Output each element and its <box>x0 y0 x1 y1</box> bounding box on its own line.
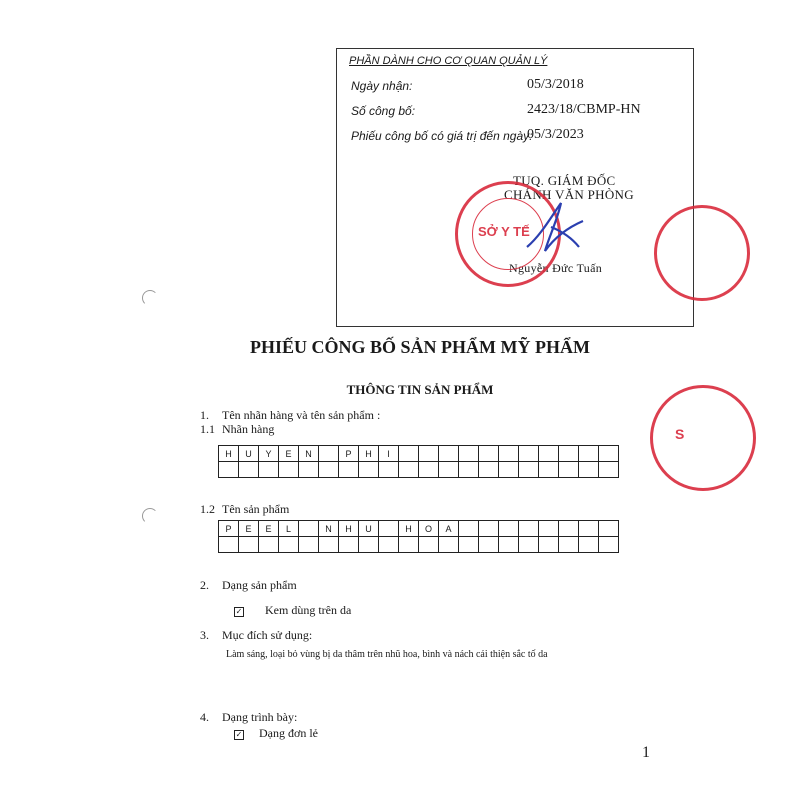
punch-hole-mark <box>142 508 158 524</box>
grid-cell <box>419 462 439 478</box>
grid-cell: A <box>439 521 459 537</box>
section3-number: 3. <box>200 628 209 642</box>
grid-cell: I <box>379 446 399 462</box>
grid-cell <box>519 462 539 478</box>
grid-cell <box>299 537 319 553</box>
grid-cell <box>539 446 559 462</box>
punch-hole-mark <box>142 290 158 306</box>
grid-cell: O <box>419 521 439 537</box>
product-label: Tên sản phẩm <box>222 502 290 516</box>
grid-cell <box>359 537 379 553</box>
grid-cell <box>239 462 259 478</box>
grid-cell: U <box>239 446 259 462</box>
grid-cell <box>419 537 439 553</box>
section4-label: Dạng trình bày: <box>222 710 298 724</box>
grid-cell <box>479 521 499 537</box>
grid-cell <box>579 462 599 478</box>
grid-cell <box>379 521 399 537</box>
grid-cell: L <box>279 521 299 537</box>
grid-cell <box>299 521 319 537</box>
grid-cell <box>399 446 419 462</box>
announcement-number-value: 2423/18/CBMP-HN <box>527 102 641 117</box>
grid-cell: H <box>359 446 379 462</box>
product-number: 1.2 <box>200 502 215 516</box>
product-name-grid <box>218 520 619 553</box>
side-stamp-top <box>654 205 750 301</box>
valid-until-label: Phiếu công bố có giá trị đến ngày: <box>351 129 533 143</box>
grid-cell <box>479 462 499 478</box>
checkbox-checked-icon: ✓ <box>235 607 243 616</box>
grid-cell <box>579 446 599 462</box>
section2-label: Dạng sản phẩm <box>222 578 297 592</box>
grid-cell <box>599 537 619 553</box>
section-subtitle: THÔNG TIN SẢN PHẨM <box>346 382 494 397</box>
grid-cell <box>439 446 459 462</box>
grid-cell <box>459 537 479 553</box>
grid-cell <box>499 537 519 553</box>
grid-cell: E <box>259 521 279 537</box>
grid-cell <box>519 446 539 462</box>
section1-number: 1. <box>200 408 209 422</box>
grid-cell <box>319 537 339 553</box>
brand-name-grid <box>218 445 619 478</box>
grid-cell <box>559 521 579 537</box>
agency-heading: PHẦN DÀNH CHO CƠ QUAN QUẢN LÝ <box>349 55 548 67</box>
page-number: 1 <box>642 744 650 761</box>
grid-cell <box>559 537 579 553</box>
section1-label: Tên nhãn hàng và tên sản phẩm : <box>222 408 381 422</box>
grid-cell: E <box>279 446 299 462</box>
grid-cell <box>439 537 459 553</box>
grid-cell <box>539 521 559 537</box>
announcement-number-label: Số công bố: <box>351 104 416 118</box>
signatory-name: Nguyễn Đức Tuấn <box>509 261 603 275</box>
grid-cell <box>459 462 479 478</box>
grid-cell <box>339 462 359 478</box>
received-date-value: 05/3/2018 <box>527 77 584 92</box>
product-form-text: Kem dùng trên da <box>265 603 352 617</box>
grid-cell <box>399 537 419 553</box>
grid-cell <box>599 462 619 478</box>
stamp-label: SỞ Y TẾ <box>478 224 530 239</box>
grid-cell <box>499 521 519 537</box>
grid-cell <box>599 521 619 537</box>
grid-cell <box>459 446 479 462</box>
grid-cell <box>339 537 359 553</box>
grid-cell <box>399 462 419 478</box>
grid-cell: U <box>359 521 379 537</box>
grid-cell <box>539 462 559 478</box>
grid-cell <box>599 446 619 462</box>
grid-cell <box>319 446 339 462</box>
signature-icon <box>521 197 591 261</box>
document-title: PHIẾU CÔNG BỐ SẢN PHẨM MỸ PHẨM <box>250 337 590 357</box>
grid-cell <box>279 462 299 478</box>
grid-cell: N <box>319 521 339 537</box>
intended-use-text: Làm sáng, loại bỏ vùng bị da thâm trên nhũ hoa, bình và nách cải thiện sắc tố da <box>226 649 548 660</box>
presentation-text: Dạng đơn lẻ <box>259 726 318 740</box>
grid-cell <box>519 521 539 537</box>
grid-cell: E <box>239 521 259 537</box>
agency-section-box <box>336 48 694 327</box>
presentation-option <box>234 726 318 741</box>
received-date-label: Ngày nhận: <box>351 79 413 93</box>
grid-cell: P <box>339 446 359 462</box>
section2-number: 2. <box>200 578 209 592</box>
valid-until-value: 05/3/2023 <box>527 127 584 142</box>
section4-number: 4. <box>200 710 209 724</box>
grid-cell <box>439 462 459 478</box>
grid-cell <box>519 537 539 553</box>
grid-cell <box>219 537 239 553</box>
grid-cell <box>259 462 279 478</box>
grid-cell <box>499 462 519 478</box>
grid-cell <box>359 462 379 478</box>
brand-number: 1.1 <box>200 422 215 436</box>
brand-label: Nhãn hàng <box>222 422 275 436</box>
grid-cell <box>539 537 559 553</box>
grid-cell <box>379 537 399 553</box>
grid-cell <box>259 537 279 553</box>
grid-cell: H <box>219 446 239 462</box>
side-stamp-bottom: S <box>650 385 756 491</box>
grid-cell <box>579 521 599 537</box>
grid-cell <box>319 462 339 478</box>
grid-cell <box>219 462 239 478</box>
grid-cell: H <box>399 521 419 537</box>
grid-cell <box>459 521 479 537</box>
signatory-title: TUQ. GIÁM ĐỐC <box>513 173 616 188</box>
checkbox-checked-icon: ✓ <box>235 730 243 739</box>
grid-cell <box>239 537 259 553</box>
grid-cell <box>379 462 399 478</box>
grid-cell <box>559 446 579 462</box>
grid-cell: Y <box>259 446 279 462</box>
grid-cell <box>419 446 439 462</box>
grid-cell: H <box>339 521 359 537</box>
signatory-office: CHÁNH VĂN PHÒNG <box>504 187 634 202</box>
section3-label: Mục đích sử dụng: <box>222 628 313 642</box>
grid-cell <box>579 537 599 553</box>
grid-cell <box>299 462 319 478</box>
grid-cell <box>499 446 519 462</box>
grid-cell <box>559 462 579 478</box>
grid-cell <box>279 537 299 553</box>
product-form-option <box>234 603 351 618</box>
grid-cell <box>479 537 499 553</box>
grid-cell <box>479 446 499 462</box>
grid-cell: N <box>299 446 319 462</box>
grid-cell: P <box>219 521 239 537</box>
